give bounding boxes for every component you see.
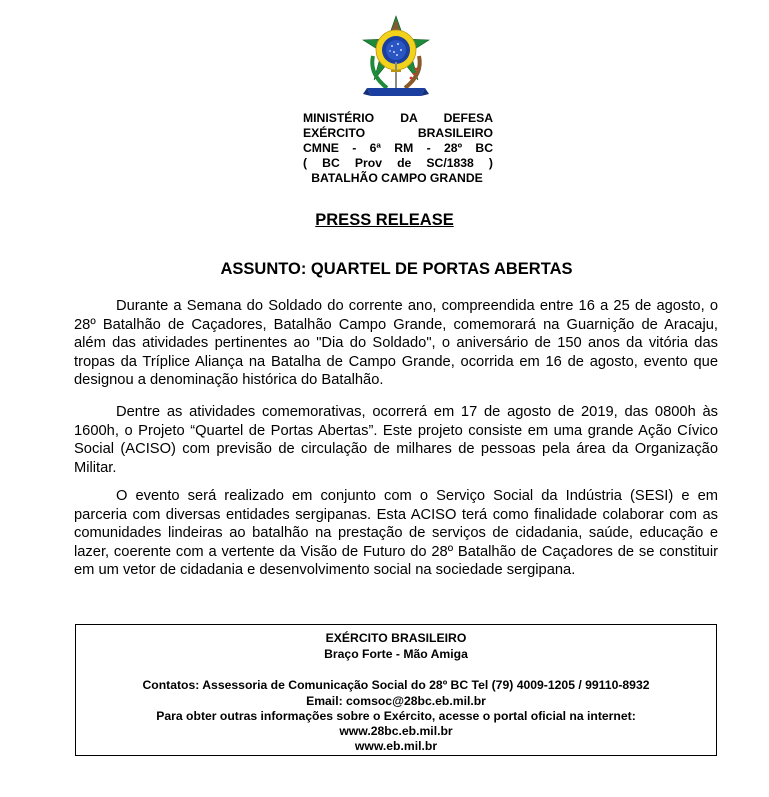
paragraph-1: Durante a Semana do Soldado do corrente ano, compreendida entre 16 a 25 de agosto, o 28º Batalhão de Caçadores, Batalhão Campo Grande, comemorará na Guarnição de Aracaju, além das atividades pertinentes ao "Dia do Soldado", o aniversário de 150 anos da vitória das tropas da Tríplice Aliança na Batalha de Campo Grande, ocorrida em 16 de agosto, evento que designou a denominação histórica do Batalhão.: [74, 298, 718, 388]
header-prov: ( BC Prov de SC/1838 ): [303, 156, 493, 170]
header-command: CMNE - 6ª RM - 28º BC: [303, 141, 493, 155]
footer-site-28bc[interactable]: www.28bc.eb.mil.br: [339, 724, 453, 738]
header-block: [303, 111, 493, 186]
footer-org: EXÉRCITO BRASILEIRO: [325, 631, 467, 645]
footer-site-eb[interactable]: www.eb.mil.br: [354, 739, 438, 753]
footer-email: Email: comsoc@28bc.eb.mil.br: [306, 694, 486, 708]
header-army: EXÉRCITO BRASILEIRO: [303, 126, 493, 140]
header-battalion: BATALHÃO CAMPO GRANDE: [311, 171, 483, 185]
page-title: PRESS RELEASE: [315, 211, 454, 229]
brazil-coat-of-arms-icon: [361, 14, 431, 104]
subject-heading: ASSUNTO: QUARTEL DE PORTAS ABERTAS: [220, 260, 573, 278]
paragraph-2: Dentre as atividades comemorativas, ocorrerá em 17 de agosto de 2019, das 0800h às 1600h, o Projeto “Quartel de Portas Abertas”. Este projeto consiste em uma grande Ação Cívico Social (ACISO) com previsão de circulação de milhares de pessoas pela área da Organização Militar.: [74, 404, 718, 476]
footer-info: Para obter outras informações sobre o Exército, acesse o portal oficial na internet:: [156, 709, 636, 723]
footer-contacts: Contatos: Assessoria de Comunicação Social do 28º BC Tel (79) 4009-1205 / 99110-8932: [142, 678, 650, 692]
contact-box: [75, 624, 717, 756]
footer-motto: Braço Forte - Mão Amiga: [324, 647, 468, 661]
header-ministry: MINISTÉRIO DA DEFESA: [303, 111, 493, 125]
paragraph-3: O evento será realizado em conjunto com o Serviço Social da Indústria (SESI) e em parceria com diversas entidades sergipanas. Esta ACISO terá como finalidade colaborar com as comunidades lindeiras ao batalhão na prestação de serviços de cidadania, saúde, educação e lazer, coerente com a vertente da Visão de Futuro do 28º Batalhão de Caçadores de se constituir em um vetor de cidadania e desenvolvimento social na sociedade sergipana.: [74, 488, 718, 578]
